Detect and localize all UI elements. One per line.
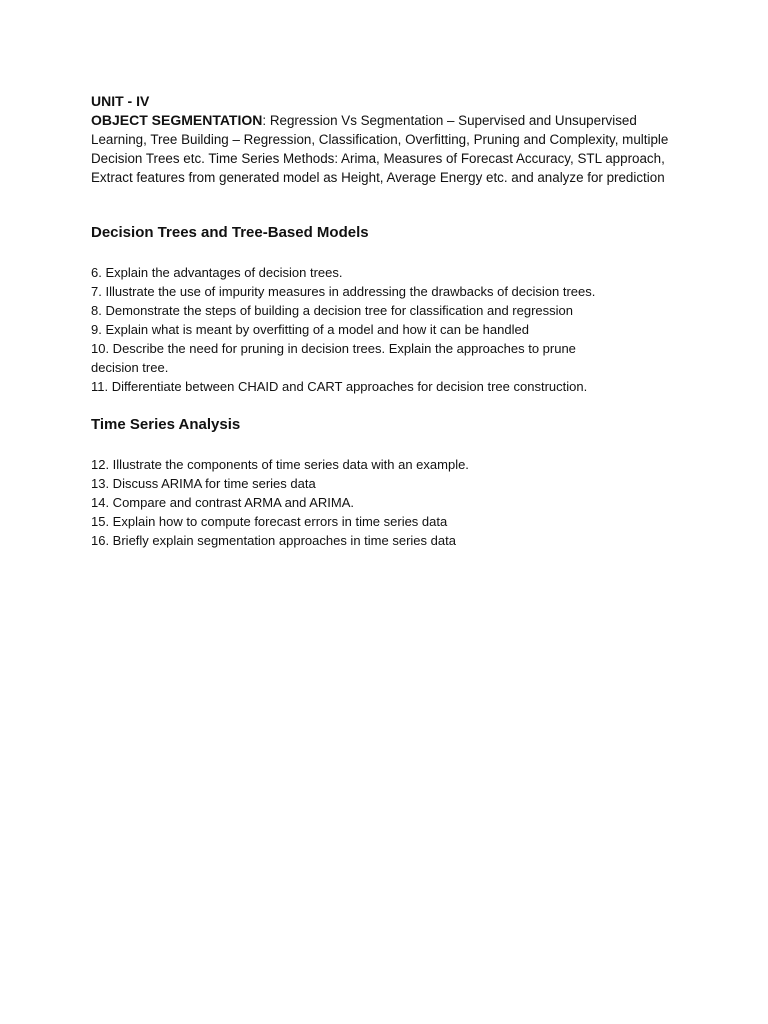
question-item: 15. Explain how to compute forecast errors in time series data xyxy=(91,514,448,529)
section-heading-time-series: Time Series Analysis xyxy=(91,416,241,433)
question-item: 9. Explain what is meant by overfitting of a model and how it can be handled xyxy=(91,322,529,337)
unit-syllabus-paragraph xyxy=(91,111,691,187)
question-list-decision-trees xyxy=(91,263,691,396)
unit-syllabus-text: : Regression Vs Segmentation – Supervised and Unsupervised Learning, Tree Building – Regression, Classification, Overfitting, Pruning and Complexity, multiple Decision Trees etc. Time Series Methods: Arima, Measures of Forecast Accuracy, STL approach, Extract features from generated model as Height, Average Energy etc. and analyze for prediction xyxy=(91,113,669,185)
question-item: 16. Briefly explain segmentation approaches in time series data xyxy=(91,533,456,548)
unit-title: UNIT - IV xyxy=(91,93,150,109)
question-item: 13. Discuss ARIMA for time series data xyxy=(91,476,316,491)
question-item: 6. Explain the advantages of decision trees. xyxy=(91,265,343,280)
document-content xyxy=(91,92,691,550)
question-item: 10. Describe the need for pruning in decision trees. Explain the approaches to prune decision tree. xyxy=(91,341,576,375)
question-item: 11. Differentiate between CHAID and CART approaches for decision tree construction. xyxy=(91,379,588,394)
question-item: 12. Illustrate the components of time series data with an example. xyxy=(91,457,469,472)
question-item: 8. Demonstrate the steps of building a decision tree for classification and regression xyxy=(91,303,573,318)
section-heading-decision-trees: Decision Trees and Tree-Based Models xyxy=(91,224,369,241)
question-item: 7. Illustrate the use of impurity measures in addressing the drawbacks of decision trees. xyxy=(91,284,596,299)
unit-topic-lead: OBJECT SEGMENTATION xyxy=(91,112,263,128)
question-item: 14. Compare and contrast ARMA and ARIMA. xyxy=(91,495,355,510)
question-list-time-series xyxy=(91,455,691,550)
